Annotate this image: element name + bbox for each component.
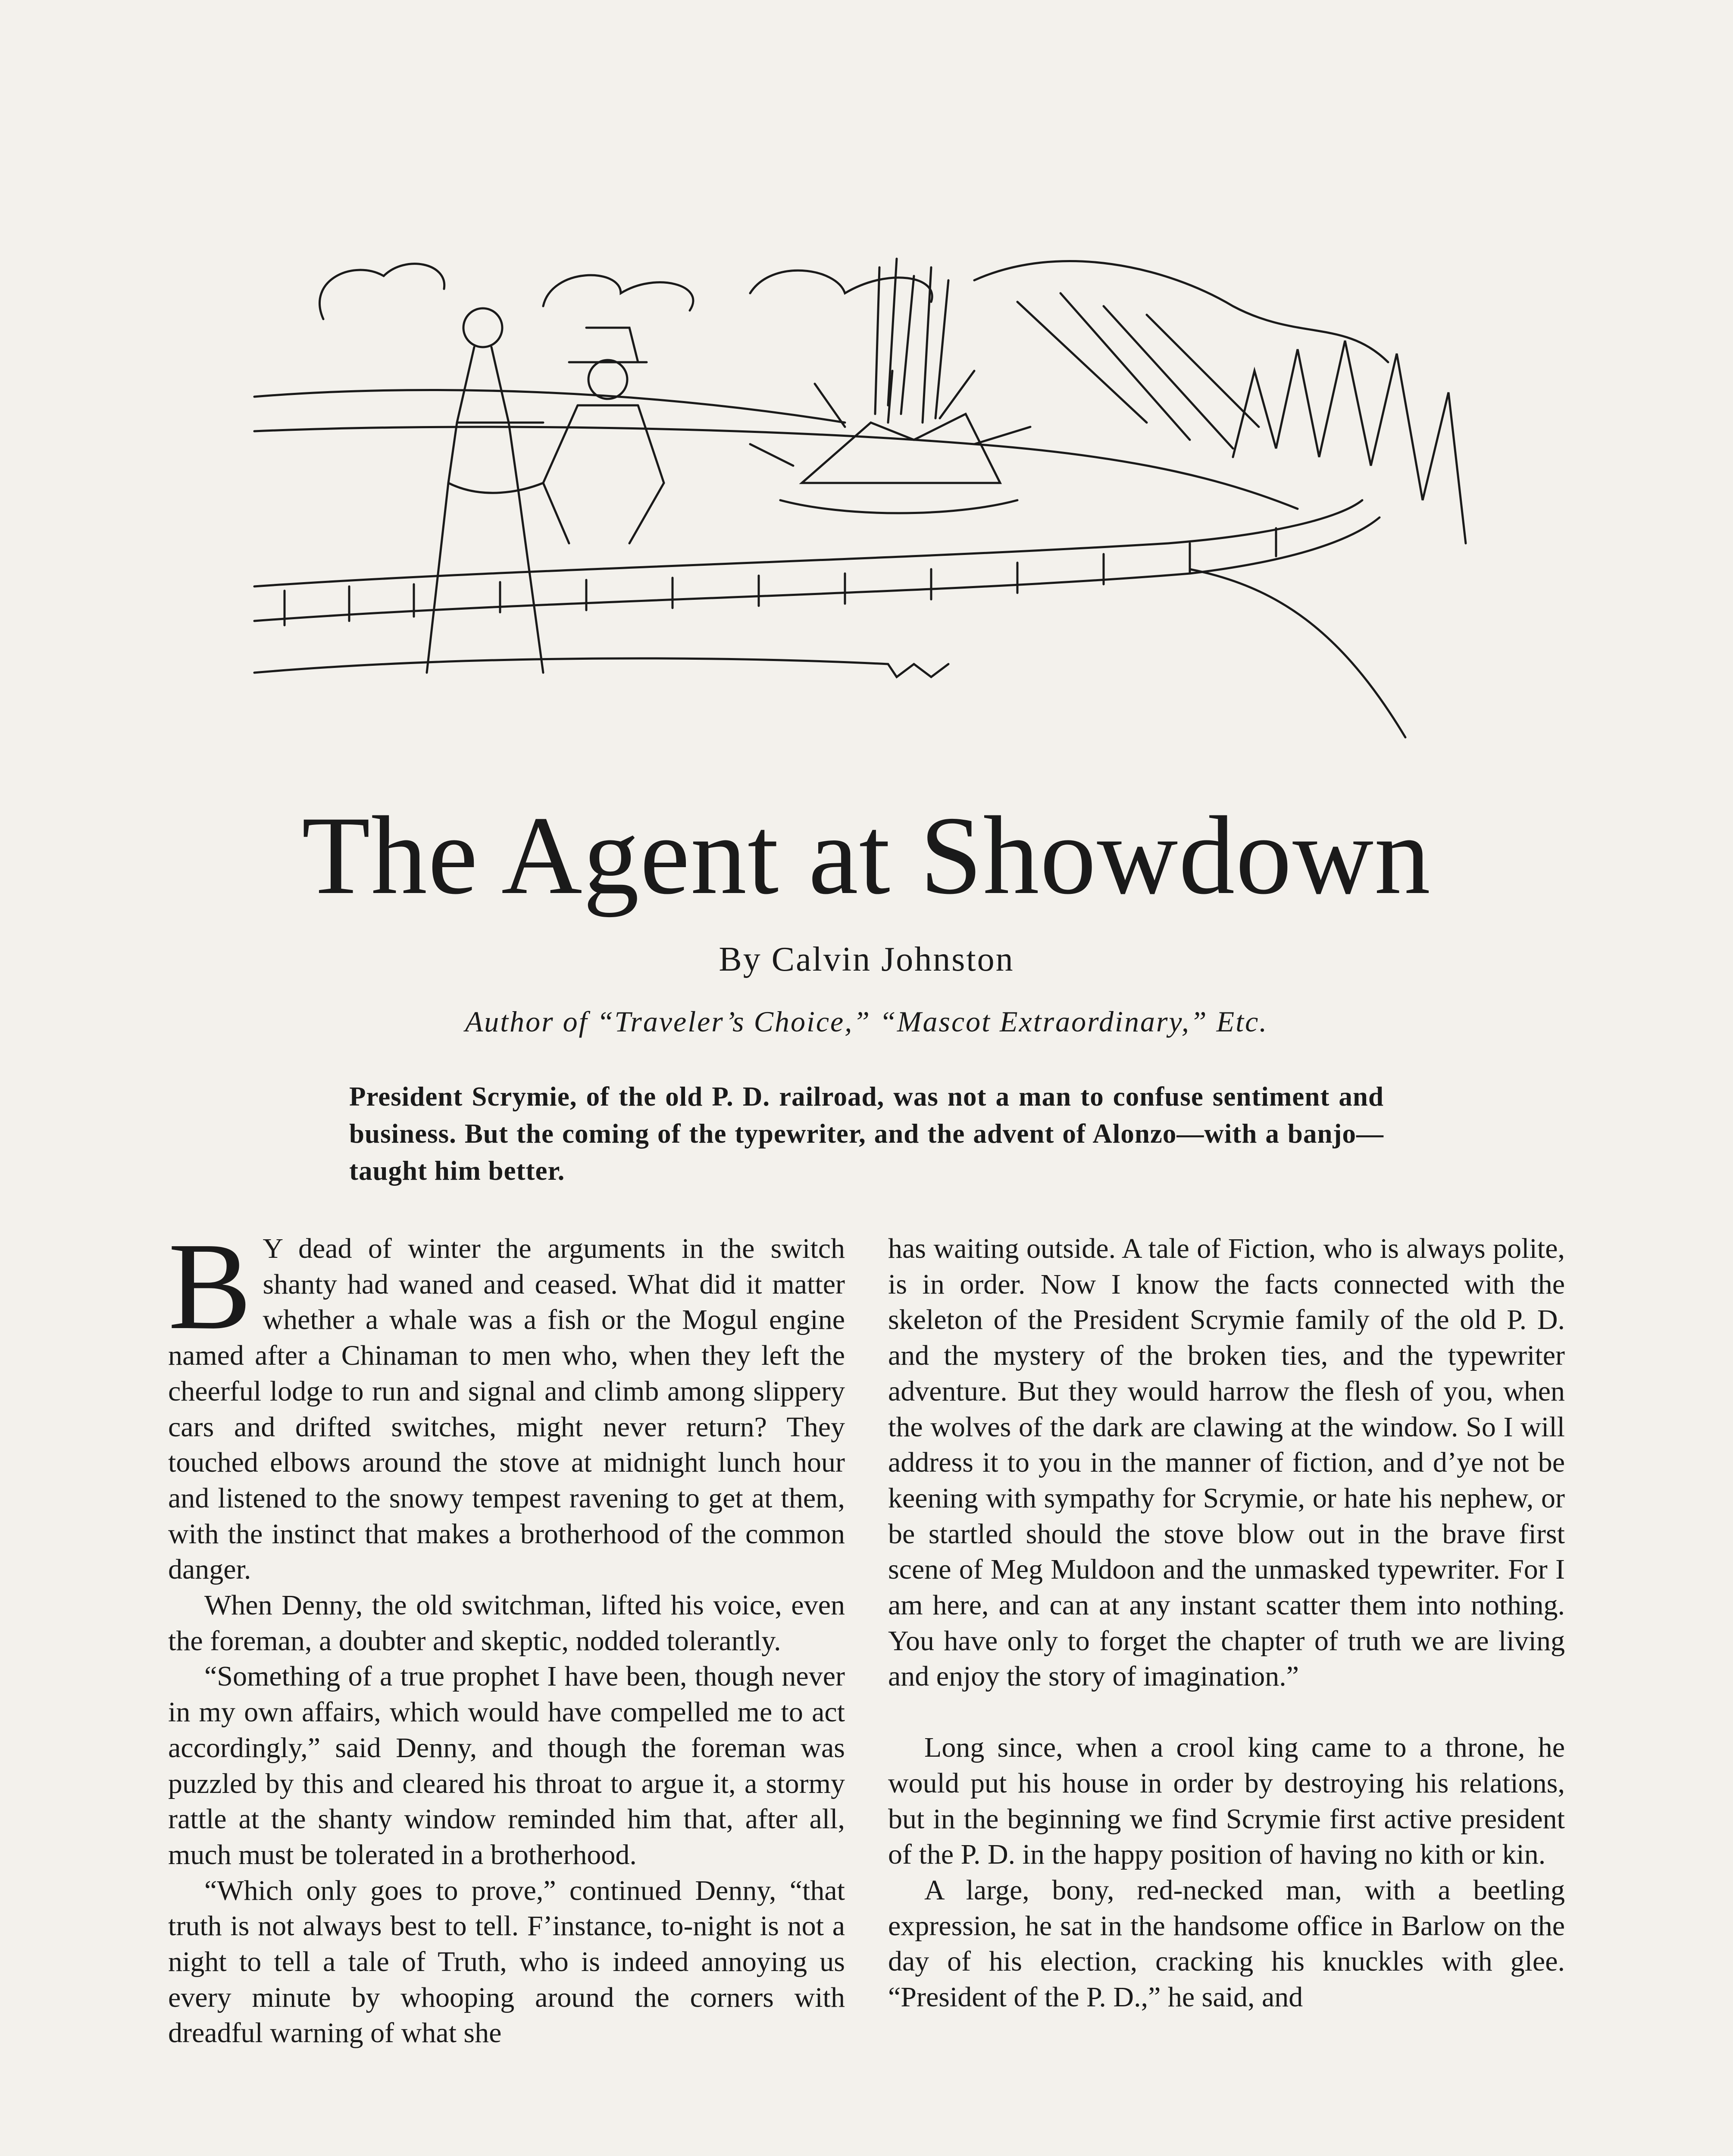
drop-cap: B	[168, 1217, 252, 1355]
left-column	[168, 1217, 845, 2051]
paragraph: A large, bony, red-necked man, with a beetling expression, he sat in the handsome office in Barlow on the day of his election, cracking his knuckles with glee. “President of the P. D.,” he said, and	[888, 1874, 1565, 2013]
right-column	[888, 1231, 1565, 2015]
paragraph: Long since, when a crool king came to a throne, he would put his house in order by destroying his relations, but in the beginning we find Scrymie first active president of the P. D. in the happy position of having no kith or kin.	[888, 1732, 1565, 1871]
railroad-explosion-illustration	[241, 241, 1479, 759]
byline: By Calvin Johnston	[719, 940, 1014, 978]
paragraph: When Denny, the old switchman, lifted his voice, even the foreman, a doubter and skeptic, nodded tolerantly.	[168, 1589, 845, 1657]
paragraph-text: Y dead of winter the arguments in the switch shanty had waned and ceased. What did it matter whether a whale was a fish or the Mogul engine named after a Chinaman to men who, when they left the cheerful lodge to run and signal and climb among slippery cars and drifted switches, might never return? They touched elbows around the stove at midnight lunch hour and listened to the snowy tempest ravening to get at them, with the instinct that makes a brotherhood of the common danger.	[168, 1233, 845, 1586]
author-credits: Author of “Traveler’s Choice,” “Mascot Extraordinary,” Etc.	[465, 1005, 1268, 1038]
article-title: The Agent at Showdown	[301, 793, 1432, 918]
paragraph	[168, 1217, 845, 1588]
paragraph: has waiting outside. A tale of Fiction, who is always polite, is in order. Now I know the facts connected with the skeleton of the President Scrymie family of the old P. D. and the mystery of the broken ties, and the typewriter adventure. But they would harrow the flesh of you, when the wolves of the dark are clawing at the window. So I will address it to you in the manner of fiction, and d’ye not be keening with sympathy for Scrymie, or hate his nephew, or be startled should the stove blow out in the brave first scene of Meg Muldoon and the unmasked typewriter. For I am here, and can at any instant scatter them into nothing. You have only to forget the chapter of truth we are living and enjoy the story of imagination.”	[888, 1233, 1565, 1692]
paragraph: “Which only goes to prove,” continued Denny, “that truth is not always best to tell. F’instance, to-night is not a night to tell a tale of Truth, who is indeed annoying us every minute by whooping around the corners with dreadful warning of what she	[168, 1874, 845, 2049]
summary-blurb: President Scrymie, of the old P. D. railroad, was not a man to confuse sentiment and business. But the coming of the typewriter, and the advent of Alonzo—with a banjo—taught him better.	[349, 1081, 1384, 1186]
paragraph: “Something of a true prophet I have been, though never in my own affairs, which would have compelled me to act accordingly,” said Denny, and though the foreman was puzzled by this and cleared his throat to argue it, a stormy rattle at the shanty window reminded him that, after all, much must be tolerated in a brotherhood.	[168, 1661, 845, 1871]
